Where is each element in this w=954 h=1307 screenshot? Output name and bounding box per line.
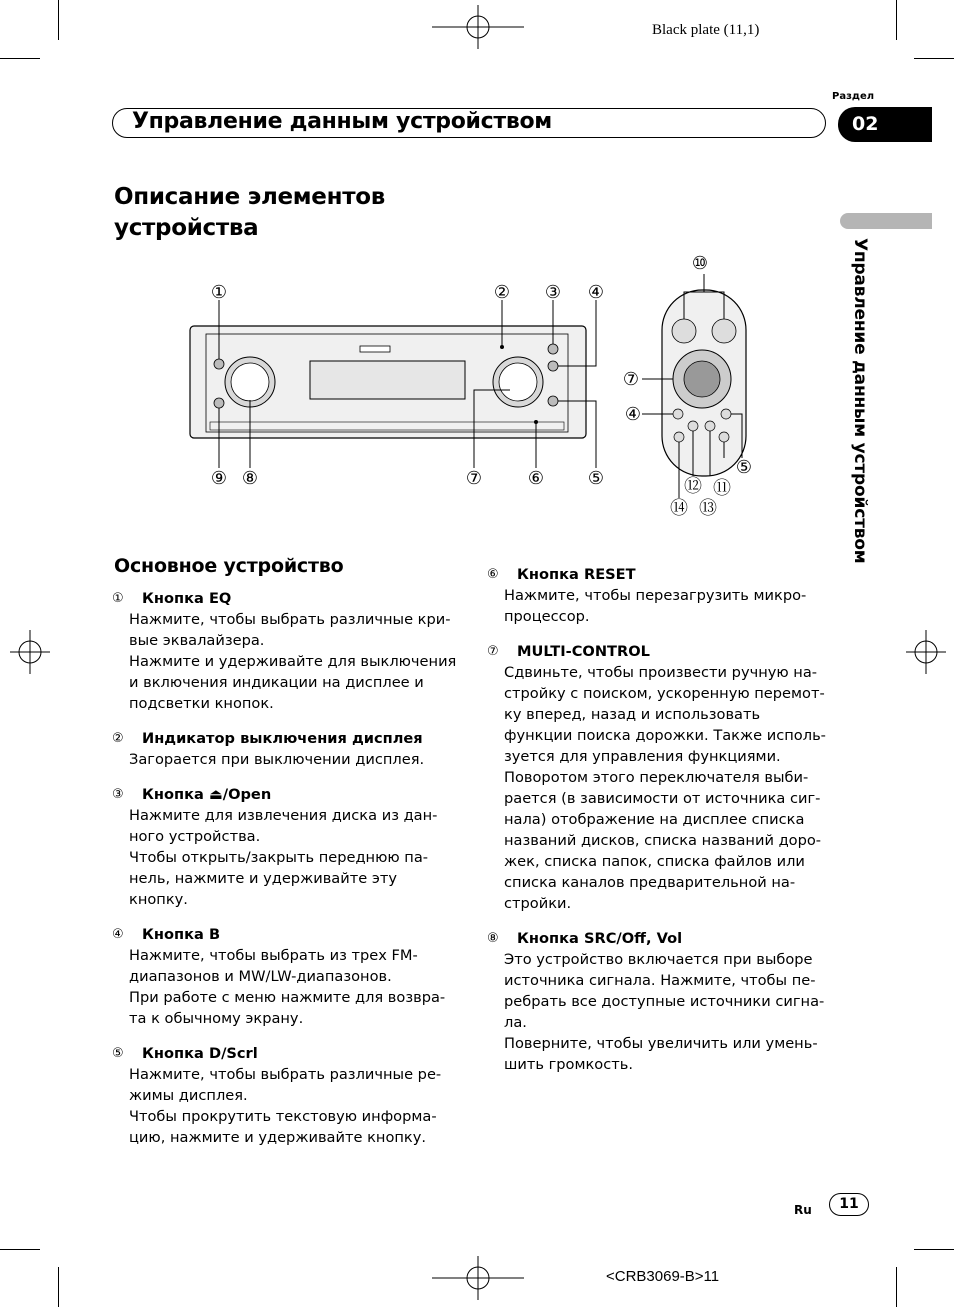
item-line: Поворотом этого переключателя выби- xyxy=(504,769,809,786)
description-item xyxy=(112,588,457,714)
item-line: цию, нажмите и удерживайте кнопку. xyxy=(129,1129,427,1146)
item-line: Чтобы открыть/закрыть переднюю па- xyxy=(129,849,429,866)
item-title-text: Кнопка B xyxy=(142,926,221,943)
item-title-text: Кнопка EQ xyxy=(142,590,232,607)
section-label: Раздел xyxy=(832,91,875,102)
item-line: та к обычному экрану. xyxy=(129,1010,304,1027)
callout-5: ⑤ xyxy=(587,468,605,489)
callout-7: ⑦ xyxy=(465,468,483,489)
sub-heading: Основное устройство xyxy=(114,555,344,577)
side-tab-marker xyxy=(840,213,932,229)
item-title xyxy=(112,588,457,609)
crop-mark xyxy=(58,1267,59,1307)
description-item xyxy=(487,928,832,1075)
item-line: зуется для управления функциями. xyxy=(504,748,781,765)
remote-control-illustration xyxy=(662,290,746,476)
item-line: Нажмите и удерживайте для выключения xyxy=(129,653,457,670)
item-number: ⑦ xyxy=(487,644,499,659)
item-line: Поверните, чтобы увеличить или умень- xyxy=(504,1035,818,1052)
item-line: шить громкость. xyxy=(504,1056,633,1073)
description-item xyxy=(487,641,832,914)
callout-3: ③ xyxy=(544,282,562,303)
item-title-text: MULTI-CONTROL xyxy=(517,643,650,660)
item-line: процессор. xyxy=(504,608,590,625)
callout-5-remote: ⑤ xyxy=(735,457,753,478)
item-line: источника сигнала. Нажмите, чтобы пе- xyxy=(504,972,816,989)
item-title-text: Кнопка ⏏/Open xyxy=(142,786,272,803)
plate-label: Black plate (11,1) xyxy=(652,22,760,38)
callout-4: ④ xyxy=(587,282,605,303)
item-number: ② xyxy=(112,731,124,746)
item-title-text: Индикатор выключения дисплея xyxy=(142,730,423,747)
item-line: Нажмите, чтобы выбрать различные ре- xyxy=(129,1066,442,1083)
language-label: Ru xyxy=(794,1203,812,1217)
section-number-badge: 02 xyxy=(838,107,932,142)
item-number: ① xyxy=(112,591,124,606)
item-line: вые эквалайзера. xyxy=(129,632,265,649)
item-number: ⑧ xyxy=(487,931,499,946)
item-line: Нажмите, чтобы выбрать различные кри- xyxy=(129,611,451,628)
side-tab-title: Управление данным устройством xyxy=(850,238,870,564)
callout-1: ① xyxy=(210,282,228,303)
description-item xyxy=(112,1043,457,1148)
item-title xyxy=(112,1043,457,1064)
item-body xyxy=(112,609,457,714)
description-item xyxy=(112,784,457,910)
item-line: нала) отображение на дисплее списка xyxy=(504,811,805,828)
item-line: стройку с поиском, ускоренную перемот- xyxy=(504,685,825,702)
item-line: рается (в зависимости от источника сиг- xyxy=(504,790,821,807)
registration-mark-right xyxy=(906,630,946,674)
head-unit-illustration xyxy=(190,326,586,438)
item-line: Нажмите для извлечения диска из дан- xyxy=(129,807,438,824)
item-line: списка каналов предварительной на- xyxy=(504,874,796,891)
callout-6: ⑥ xyxy=(527,468,545,489)
item-line: Нажмите, чтобы перезагрузить микро- xyxy=(504,587,807,604)
item-line: Это устройство включается при выборе xyxy=(504,951,813,968)
callout-11: ⑪ xyxy=(713,478,731,499)
item-title-text: Кнопка SRC/Off, Vol xyxy=(517,930,683,947)
item-line: нель, нажмите и удерживайте эту кнопку. xyxy=(129,870,397,908)
item-title xyxy=(112,784,457,805)
item-body xyxy=(112,805,457,910)
item-line: и включения индикации на дисплее и xyxy=(129,674,424,691)
item-line: ку вперед, назад и использовать xyxy=(504,706,761,723)
item-body xyxy=(487,662,832,914)
device-diagram xyxy=(180,250,780,530)
item-number: ⑤ xyxy=(112,1046,124,1061)
callout-12: ⑫ xyxy=(684,476,702,497)
item-line: стройки. xyxy=(504,895,572,912)
callout-9: ⑨ xyxy=(210,468,228,489)
crop-mark xyxy=(0,58,40,59)
item-line: подсветки кнопок. xyxy=(129,695,274,712)
callout-13: ⑬ xyxy=(699,498,717,519)
callout-10: ⑩ xyxy=(691,253,709,274)
item-line: жимы дисплея. xyxy=(129,1087,248,1104)
document-code: <CRB3069-B>11 xyxy=(606,1268,720,1285)
crop-mark xyxy=(914,58,954,59)
description-item xyxy=(487,564,832,627)
item-line: Загорается при выключении дисплея. xyxy=(129,751,425,768)
page-number: 11 xyxy=(829,1193,869,1216)
item-title-text: Кнопка D/Scrl xyxy=(142,1045,258,1062)
item-body xyxy=(112,749,457,770)
header-title: Управление данным устройством xyxy=(132,109,552,134)
callout-14: ⑭ xyxy=(670,498,688,519)
item-body xyxy=(112,945,457,1029)
crop-mark xyxy=(896,1267,897,1307)
item-number: ③ xyxy=(112,787,124,802)
item-title xyxy=(112,728,457,749)
item-line: жек, списка папок, списка файлов или xyxy=(504,853,805,870)
item-line: Сдвиньте, чтобы произвести ручную на- xyxy=(504,664,818,681)
item-line: При работе с меню нажмите для возвра- xyxy=(129,989,446,1006)
item-line: ла. xyxy=(504,1014,527,1031)
callout-8: ⑧ xyxy=(241,468,259,489)
callout-4-remote: ④ xyxy=(624,404,642,425)
crop-mark xyxy=(896,0,897,40)
callout-7-remote: ⑦ xyxy=(622,369,640,390)
item-title xyxy=(487,928,832,949)
items-right-column xyxy=(487,564,832,1089)
item-line: функции поиска дорожки. Также исполь- xyxy=(504,727,826,744)
item-title xyxy=(112,924,457,945)
item-title xyxy=(487,641,832,662)
registration-mark-bottom xyxy=(432,1256,524,1300)
page-heading: Описание элементов устройства xyxy=(114,184,385,241)
item-body xyxy=(487,585,832,627)
crop-mark xyxy=(0,1249,40,1250)
items-left-column xyxy=(112,588,457,1162)
item-body xyxy=(112,1064,457,1148)
item-title-text: Кнопка RESET xyxy=(517,566,636,583)
item-line: ного устройства. xyxy=(129,828,261,845)
item-number: ④ xyxy=(112,927,124,942)
item-line: Чтобы прокрутить текстовую информа- xyxy=(129,1108,437,1125)
crop-mark xyxy=(58,0,59,40)
item-line: названий дисков, списка названий доро- xyxy=(504,832,822,849)
registration-mark-top xyxy=(432,5,524,49)
callout-2: ② xyxy=(493,282,511,303)
item-line: диапазонов и MW/LW-диапазонов. xyxy=(129,968,392,985)
crop-mark xyxy=(914,1249,954,1250)
description-item xyxy=(112,924,457,1029)
item-number: ⑥ xyxy=(487,567,499,582)
registration-mark-left xyxy=(10,630,50,674)
item-body xyxy=(487,949,832,1075)
item-line: ребрать все доступные источники сигна- xyxy=(504,993,825,1010)
item-line: Нажмите, чтобы выбрать из трех FM- xyxy=(129,947,418,964)
item-title xyxy=(487,564,832,585)
description-item xyxy=(112,728,457,770)
